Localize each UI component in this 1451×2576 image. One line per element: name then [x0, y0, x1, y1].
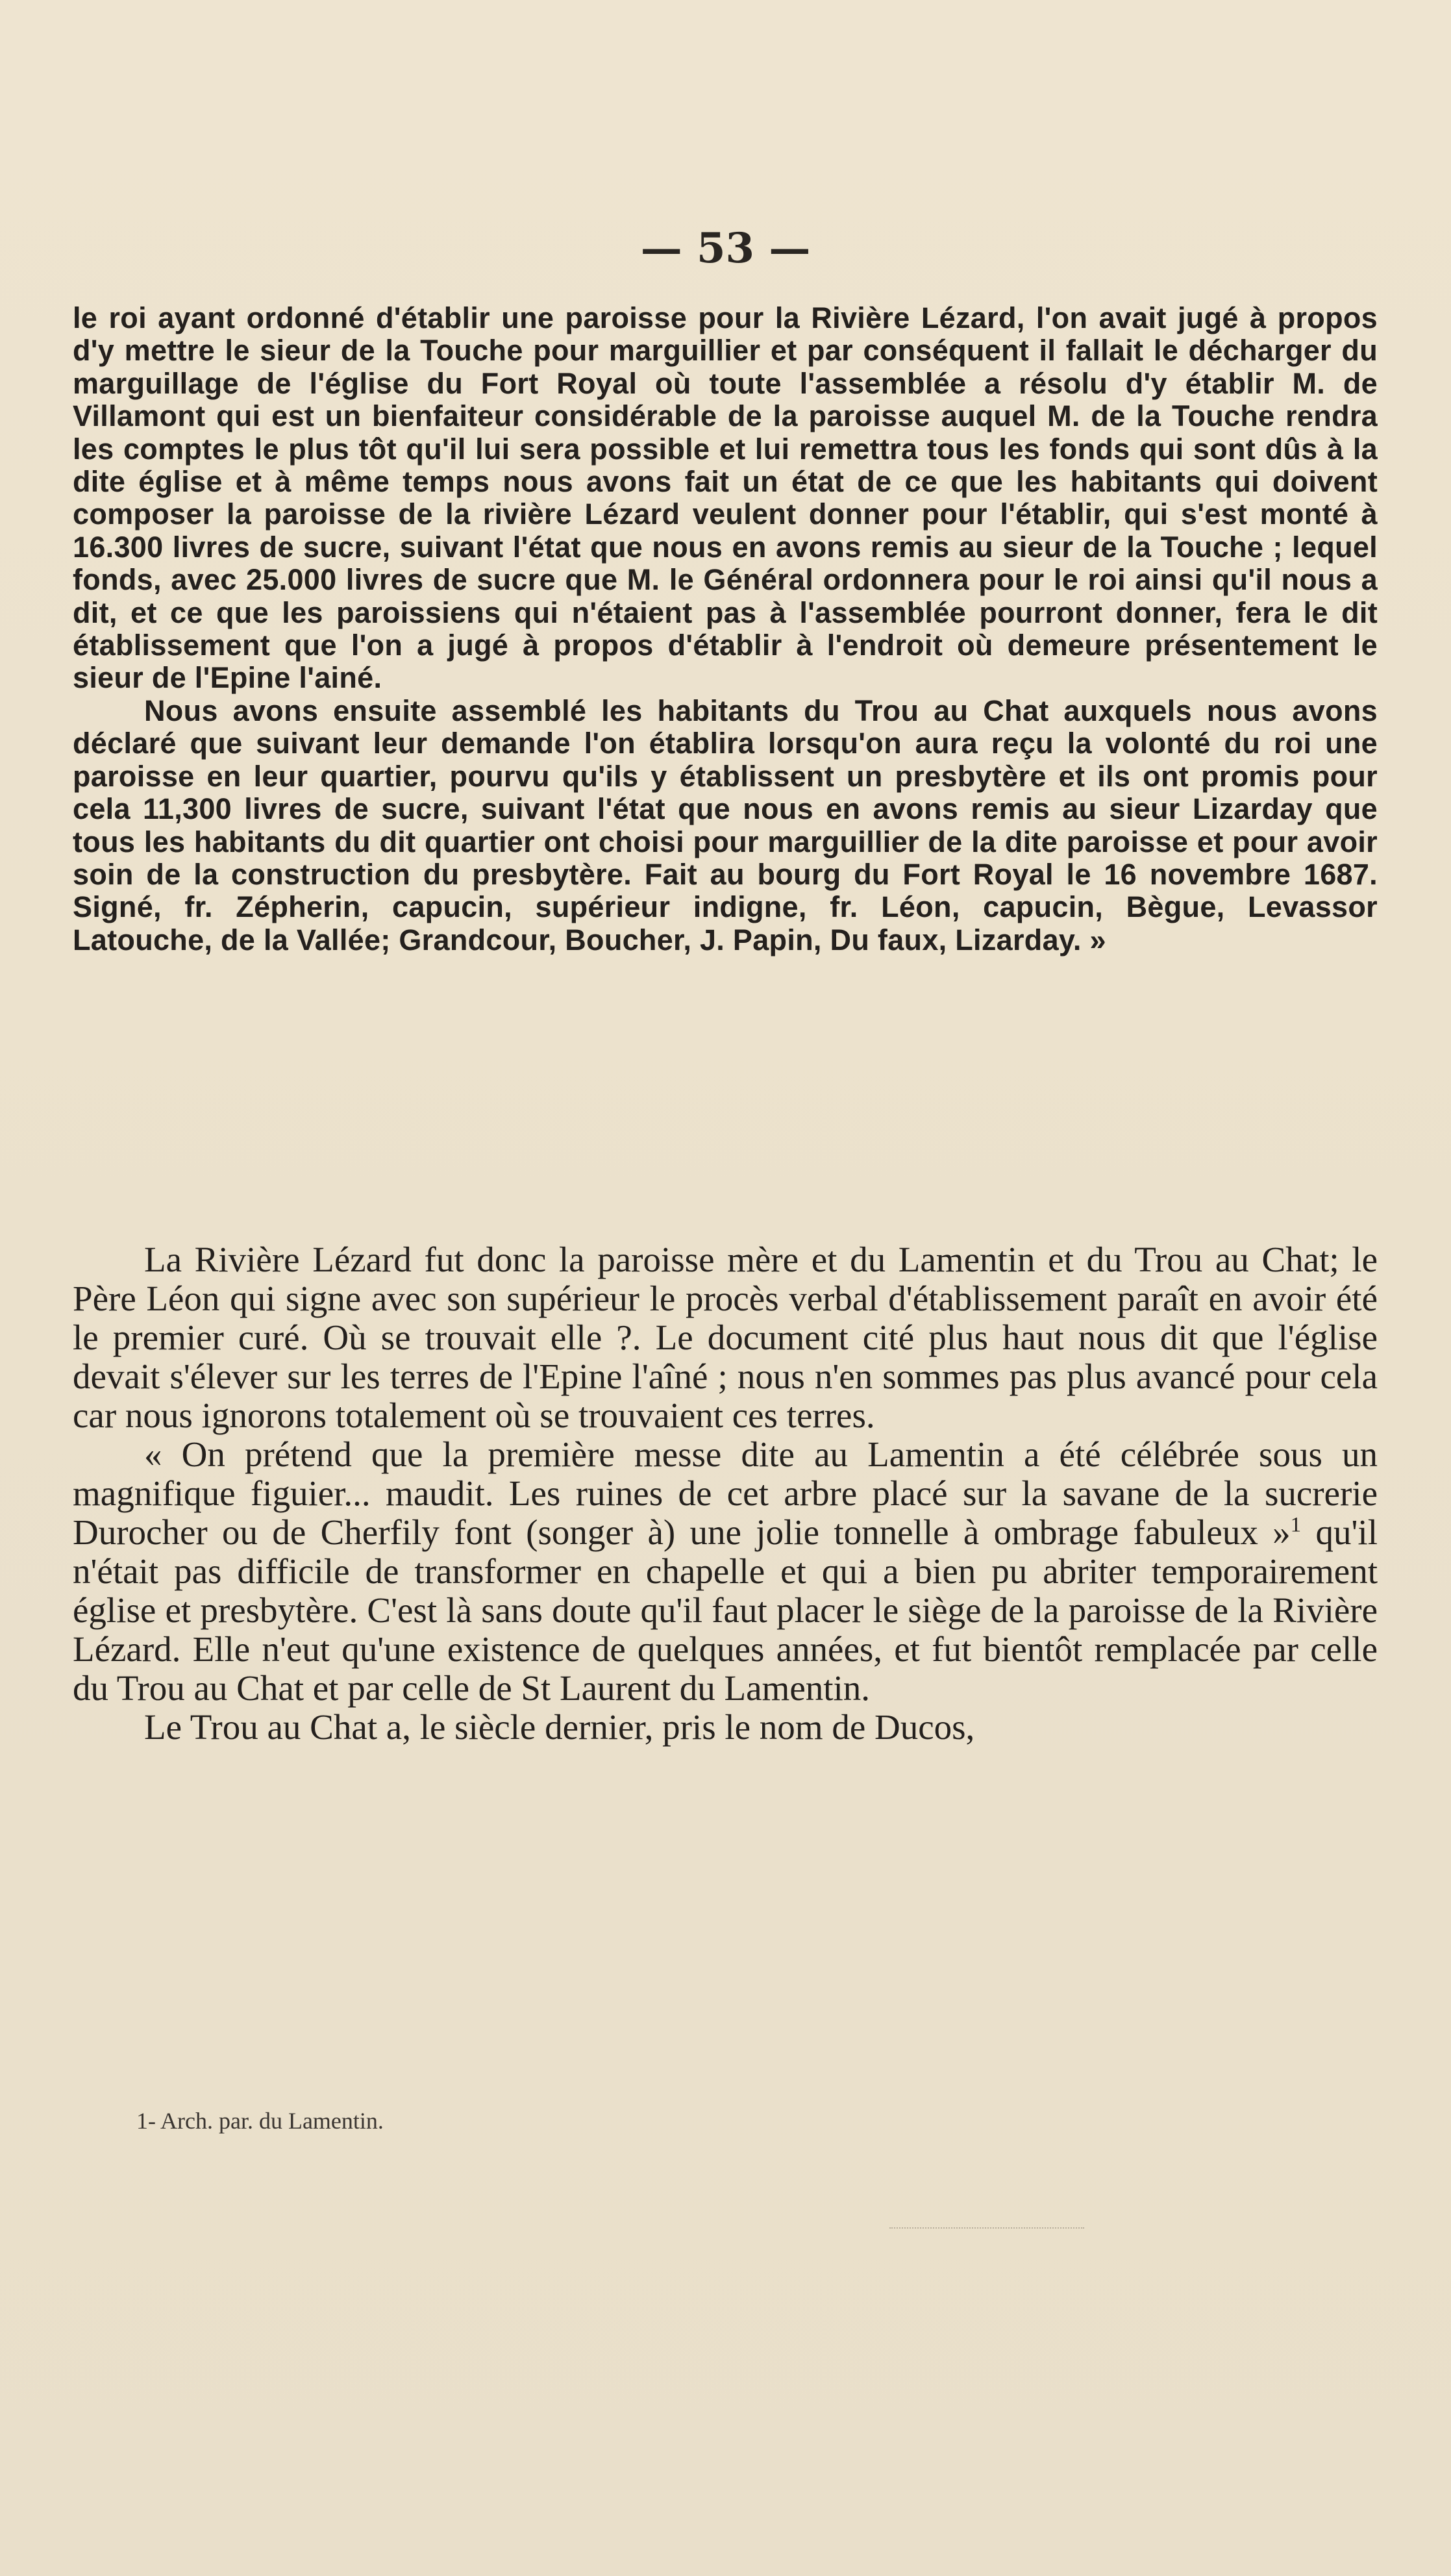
body-paragraph-2-continuation: qu'il n'était pas difficile de transformer en chapelle et qui a bien pu abriter temporairement église et presbytère. C'est là sans doute qu'il faut placer le siège de la paroisse de la Rivière Lézard. Elle n'eut qu'une existence de quelques années, et fut bientôt remplacée par celle du Trou au Chat et par celle de St Laurent du Lamentin. — [73, 1512, 1378, 1708]
decorative-rule — [889, 2227, 1084, 2229]
body-paragraph-2 — [73, 1435, 1378, 1708]
body-paragraph-3: Le Trou au Chat a, le siècle dernier, pris le nom de Ducos, — [144, 1707, 975, 1747]
body-paragraph-2-text: « On prétend que la première messe dite au Lamentin a été célébrée sous un magnifique figuier... maudit. Les ruines de cet arbre placé sur la savane de la sucrerie Durocher ou de Cherfily font (songer à) une jolie tonnelle à ombrage fabuleux » — [73, 1434, 1378, 1552]
quote-paragraph-1: le roi ayant ordonné d'établir une paroisse pour la Rivière Lézard, l'on avait jugé à propos d'y mettre le sieur de la Touche pour marguillier et par conséquent il fallait le décharger du marguillage de l'église du Fort Royal où toute l'assemblée a résolu d'y établir M. de Villamont qui est un bienfaiteur considérable de la paroisse auquel M. de la Touche rendra les comptes le plus tôt qu'il lui sera possible et lui remettra tous les fonds qui sont dûs à la dite église et à même temps nous avons fait un état de ce que les habitants qui doivent composer la paroisse de la rivière Lézard veulent donner pour l'établir, qui s'est monté à 16.300 livres de sucre, suivant l'état que nous en avons remis au sieur de la Touche ; lequel fonds, avec 25.000 livres de sucre que M. le Général ordonnera pour le roi ainsi qu'il nous a dit, et ce que les paroissiens qui n'étaient pas à l'assemblée pourront donner, fera le dit établissement que l'on a jugé à propos d'établir à l'endroit où demeure présentement le sieur de l'Epine l'ainé. — [73, 301, 1378, 695]
quoted-proces-verbal — [73, 302, 1378, 957]
page-number: — 53 — — [640, 224, 811, 273]
footnote: 1- Arch. par. du Lamentin. — [136, 2108, 384, 2134]
quote-paragraph-2: Nous avons ensuite assemblé les habitants du Trou au Chat auxquels nous avons déclaré que suivant leur demande l'on établira lorsqu'on aura reçu la volonté du roi une paroisse en leur quartier, pourvu qu'ils y établissent un presbytère et ils ont promis pour cela 11,300 livres de sucre, suivant l'état que nous en avons remis au sieur Lizarday que tous les habitants du dit quartier ont choisi pour marguillier de la dite paroisse et pour avoir soin de la construction du presbytère. Fait au bourg du Fort Royal le 16 novembre 1687. Signé, fr. Zépherin, capucin, supérieur indigne, fr. Léon, capucin, Bègue, Levassor Latouche, de la Vallée; Grandcour, Boucher, J. Papin, Du faux, Lizarday. » — [73, 694, 1378, 957]
body-paragraph-1: La Rivière Lézard fut donc la paroisse mère et du Lamentin et du Trou au Chat; le Père Léon qui signe avec son supérieur le procès verbal d'établissement paraît en avoir été le premier curé. Où se trouvait elle ?. Le document cité plus haut nous dit que l'église devait s'élever sur les terres de l'Epine l'aîné ; nous n'en sommes pas plus avancé pour cela car nous ignorons totalement où se trouvaient ces terres. — [73, 1240, 1378, 1435]
footnote-reference: 1 — [1290, 1513, 1302, 1537]
body-text — [73, 1240, 1378, 1747]
